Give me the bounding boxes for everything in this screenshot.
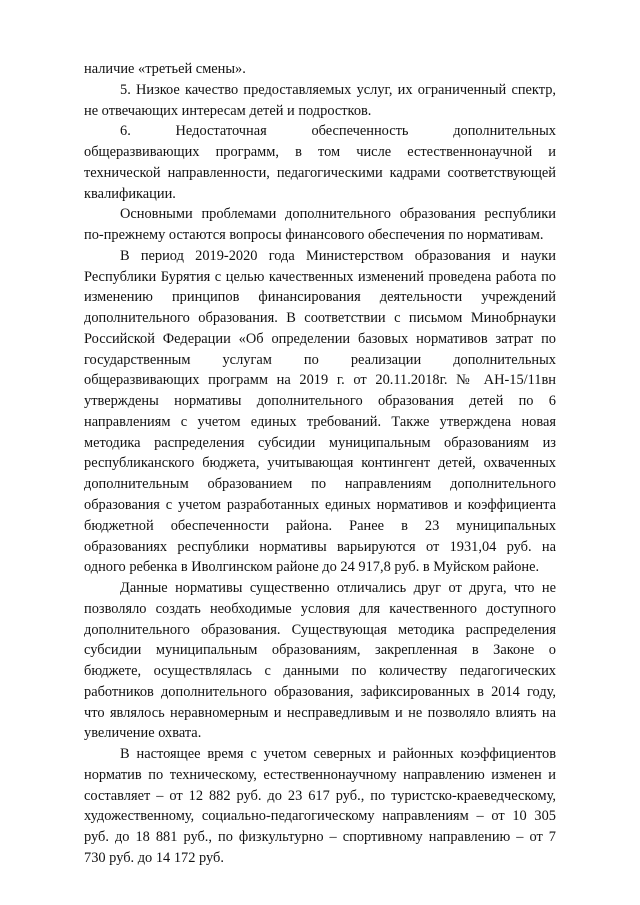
text-line: позволяло создать необходимые условия для качественного доступного xyxy=(84,600,556,617)
text-line: общеразвивающих программ на 2019 г. от 20.11.2018г. № АН-15/11вн xyxy=(84,372,556,389)
text-line: технической направленности, педагогическими кадрами соответствующей xyxy=(84,164,556,181)
text-line: В период 2019-2020 года Министерством образования и науки xyxy=(120,247,556,264)
text-line: одного ребенка в Иволгинском районе до 24 917,8 руб. в Муйском районе. xyxy=(84,559,540,576)
text-line: бюджете, осуществлялась с данными по количеству педагогических xyxy=(84,663,556,679)
text-line: Основными проблемами дополнительного образования республики xyxy=(120,206,556,223)
text-line: норматив по техническому, естественнонаучному направлению изменен и xyxy=(84,766,556,783)
text-line: утверждены нормативы дополнительного образования детей по 6 xyxy=(84,393,556,410)
text-line: художественному, социально-педагогическому направлениям – от 10 305 xyxy=(84,808,556,825)
text-line: не отвечающих интересам детей и подростков. xyxy=(84,102,372,119)
text-line: Российской Федерации «Об определении базовых нормативов затрат по xyxy=(84,330,556,347)
text-line: субсидии муниципальным образованиям, закрепленная в Законе о xyxy=(84,642,556,659)
text-line: увеличение охвата. xyxy=(84,725,202,742)
text-line: бюджетной обеспеченности района. Ранее в 23 муниципальных xyxy=(84,517,556,534)
text-line: республиканского бюджета, учитывающая контингент детей, охваченных xyxy=(84,455,556,472)
text-line: В настоящее время с учетом северных и районных коэффициентов xyxy=(120,746,556,763)
text-line: общеразвивающих программ, в том числе естественнонаучной и xyxy=(84,144,556,160)
text-line: что являлось неравномерным и несправедливым и не позволяло влиять на xyxy=(84,704,556,721)
text-line: направлениям с учетом единых требований. Также утверждена новая xyxy=(84,413,556,430)
text-line: образования с учетом разработанных единых нормативов и коэффициента xyxy=(84,497,556,513)
text-line: дополнительного образования. Существующая методика распределения xyxy=(84,621,556,638)
text-line: Республики Бурятия с целью качественных изменений проведена работа по xyxy=(84,268,556,285)
text-line: государственным услугам по реализации дополнительных xyxy=(84,351,556,368)
text-line: методика распределения субсидии муниципальным образованиям из xyxy=(84,434,556,451)
text-line: дополнительного образования. В соответствии с письмом Минобрнауки xyxy=(84,310,556,327)
text-line: дополнительным образованием по направлениям дополнительного xyxy=(84,476,556,493)
text-line: 6. Недостаточная обеспеченность дополнительных xyxy=(120,123,556,140)
text-line: составляет – от 12 882 руб. до 23 617 руб., по туристско-краеведческому, xyxy=(84,787,556,804)
text-line: Данные нормативы существенно отличались друг от друга, что не xyxy=(120,580,556,596)
text-line: квалификации. xyxy=(84,185,176,202)
text-line: по-прежнему остаются вопросы финансового обеспечения по нормативам. xyxy=(84,227,544,244)
text-line: руб. до 18 881 руб., по физкультурно – спортивному направлению – от 7 xyxy=(84,829,556,846)
text-line: образованиях республики нормативы варьируются от 1931,04 руб. на xyxy=(84,538,556,555)
text-line: наличие «третьей смены». xyxy=(84,61,246,77)
text-line: изменению принципов финансирования деятельности учреждений xyxy=(84,289,556,306)
text-line: 5. Низкое качество предоставляемых услуг, их ограниченный спектр, xyxy=(120,81,556,98)
text-line: 730 руб. до 14 172 руб. xyxy=(84,849,224,866)
text-line: работников дополнительного образования, зафиксированных в 2014 году, xyxy=(84,683,556,700)
